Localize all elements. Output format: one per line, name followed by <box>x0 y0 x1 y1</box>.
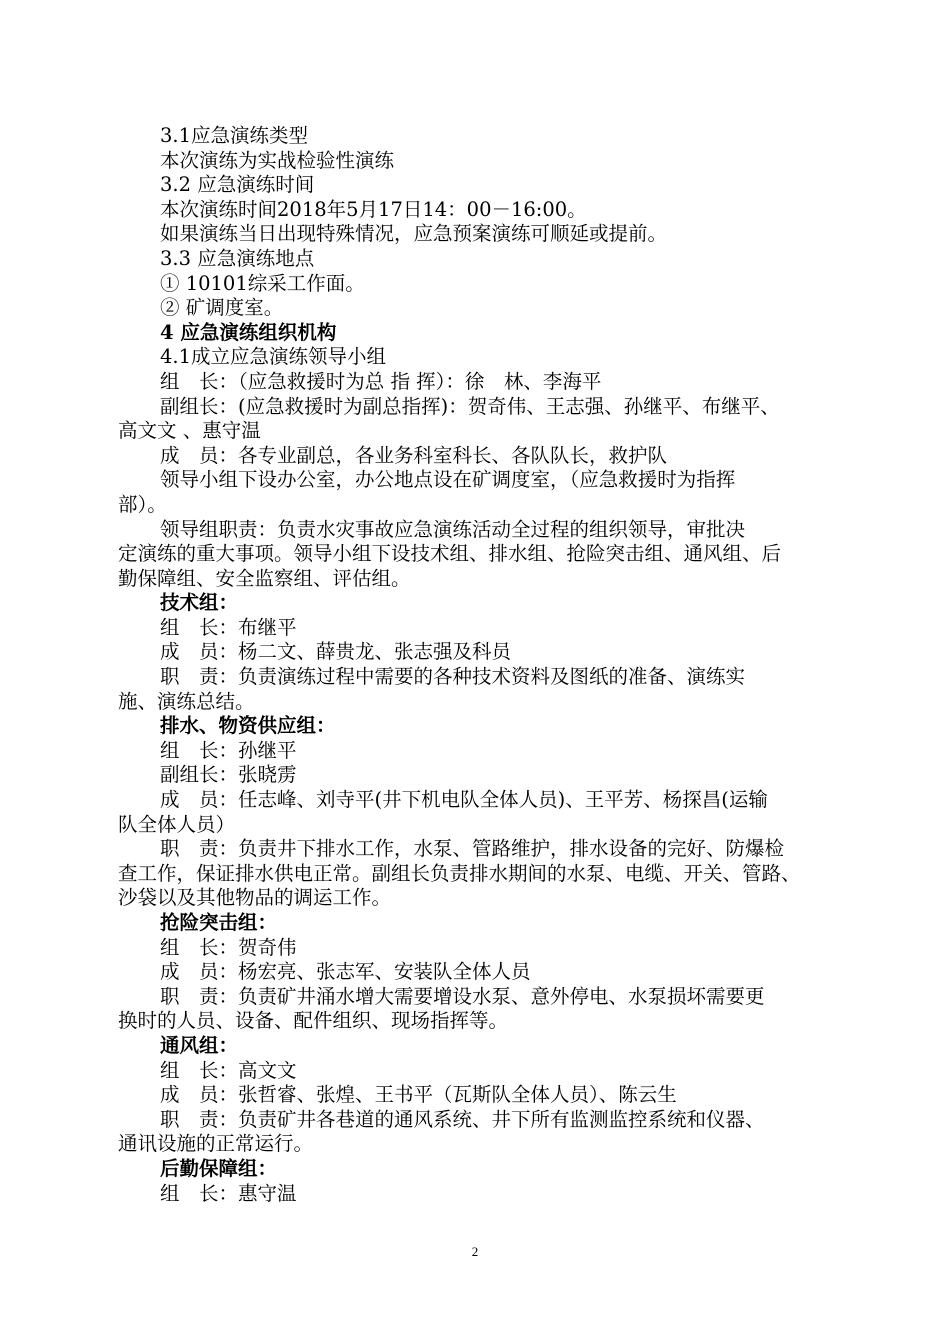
text-line: 部）。 <box>118 492 167 516</box>
text-line: 3.1应急演练类型 <box>160 124 309 147</box>
text-line: 成 员：杨宏亮、张志军、安装队全体人员 <box>160 960 531 984</box>
section-heading: 抢险突击组： <box>160 911 278 934</box>
text-line: 换时的人员、设备、配件组织、现场指挥等。 <box>118 1009 509 1033</box>
text-line: 成 员：各专业副总，各业务科室科长、各队队长，救护队 <box>160 443 668 467</box>
page-number: 2 <box>471 1244 479 1259</box>
text-line: 成 员：张哲睿、张煌、王书平（瓦斯队全体人员）、陈云生 <box>160 1083 677 1107</box>
text-line: 施、演练总结。 <box>118 689 255 713</box>
text-line: 组 长：高文文 <box>160 1058 297 1082</box>
text-line: 本次演练为实战检验性演练 <box>160 148 395 172</box>
text-line: ① 10101综采工作面。 <box>160 271 365 295</box>
text-line: 组 长：（应急救援时为总 指 挥）：徐 林、李海平 <box>160 369 602 393</box>
section-heading: 排水、物资供应组： <box>160 714 336 738</box>
text-line: 成 员：杨二文、薛贵龙、张志强及科员 <box>160 640 512 664</box>
text-line: 职 责：负责演练过程中需要的各种技术资料及图纸的准备、演练实 <box>160 665 746 689</box>
text-line: 职 责：负责矿井涌水增大需要增设水泵、意外停电、水泵损坏需要更 <box>160 984 765 1008</box>
text-line: 组 长：贺奇伟 <box>160 935 297 959</box>
text-line: 副组长：张晓雳 <box>160 763 297 787</box>
text-line: 成 员：任志峰、刘寺平(井下机电队全体人员)、王平芳、杨探昌(运输 <box>160 788 768 812</box>
text-line: 3.3 应急演练地点 <box>160 246 315 270</box>
text-line: 本次演练时间2018年5月17日14：00－16:00。 <box>160 197 587 221</box>
text-line: 定演练的重大事项。领导小组下设技术组、排水组、抢险突击组、通风组、后 <box>118 542 782 566</box>
text-line: 高文文 、惠守温 <box>118 419 261 443</box>
text-line: 组 长：布继平 <box>160 615 297 639</box>
text-line: 通讯设施的正常运行。 <box>118 1132 314 1156</box>
section-heading: 4 应急演练组织机构 <box>160 320 337 344</box>
text-line: 如果演练当日出现特殊情况，应急预案演练可顺延或提前。 <box>160 222 668 246</box>
text-line: 沙袋以及其他物品的调运工作。 <box>118 886 392 910</box>
text-line: 3.2 应急演练时间 <box>160 173 315 197</box>
text-line: 组 长：孙继平 <box>160 738 297 762</box>
text-line: 职 责：负责矿井各巷道的通风系统、井下所有监测监控系统和仪器、 <box>160 1107 765 1131</box>
text-line: 查工作，保证排水供电正常。副组长负责排水期间的水泵、电缆、开关、管路、 <box>118 861 801 885</box>
text-line: 勤保障组、安全监察组、评估组。 <box>118 566 411 590</box>
text-line: 领导组职责：负责水灾事故应急演练活动全过程的组织领导，审批决 <box>160 517 746 541</box>
text-line: 4.1成立应急演练领导小组 <box>160 345 387 369</box>
text-line: 队全体人员） <box>118 812 236 836</box>
section-heading: 技术组： <box>160 591 239 615</box>
text-line: 组 长：惠守温 <box>160 1181 297 1205</box>
text-line: 领导小组下设办公室，办公地点设在矿调度室，（应急救援时为指挥 <box>160 468 736 492</box>
section-heading: 后勤保障组： <box>160 1156 278 1180</box>
text-line: ② 矿调度室。 <box>160 296 284 320</box>
text-line: 副组长：(应急救援时为副总指挥)：贺奇伟、王志强、孙继平、布继平、 <box>160 394 780 418</box>
text-line: 职 责：负责井下排水工作，水泵、管路维护，排水设备的完好、防爆检 <box>160 837 785 861</box>
document-body <box>118 124 838 1206</box>
section-heading: 通风组： <box>160 1033 239 1057</box>
